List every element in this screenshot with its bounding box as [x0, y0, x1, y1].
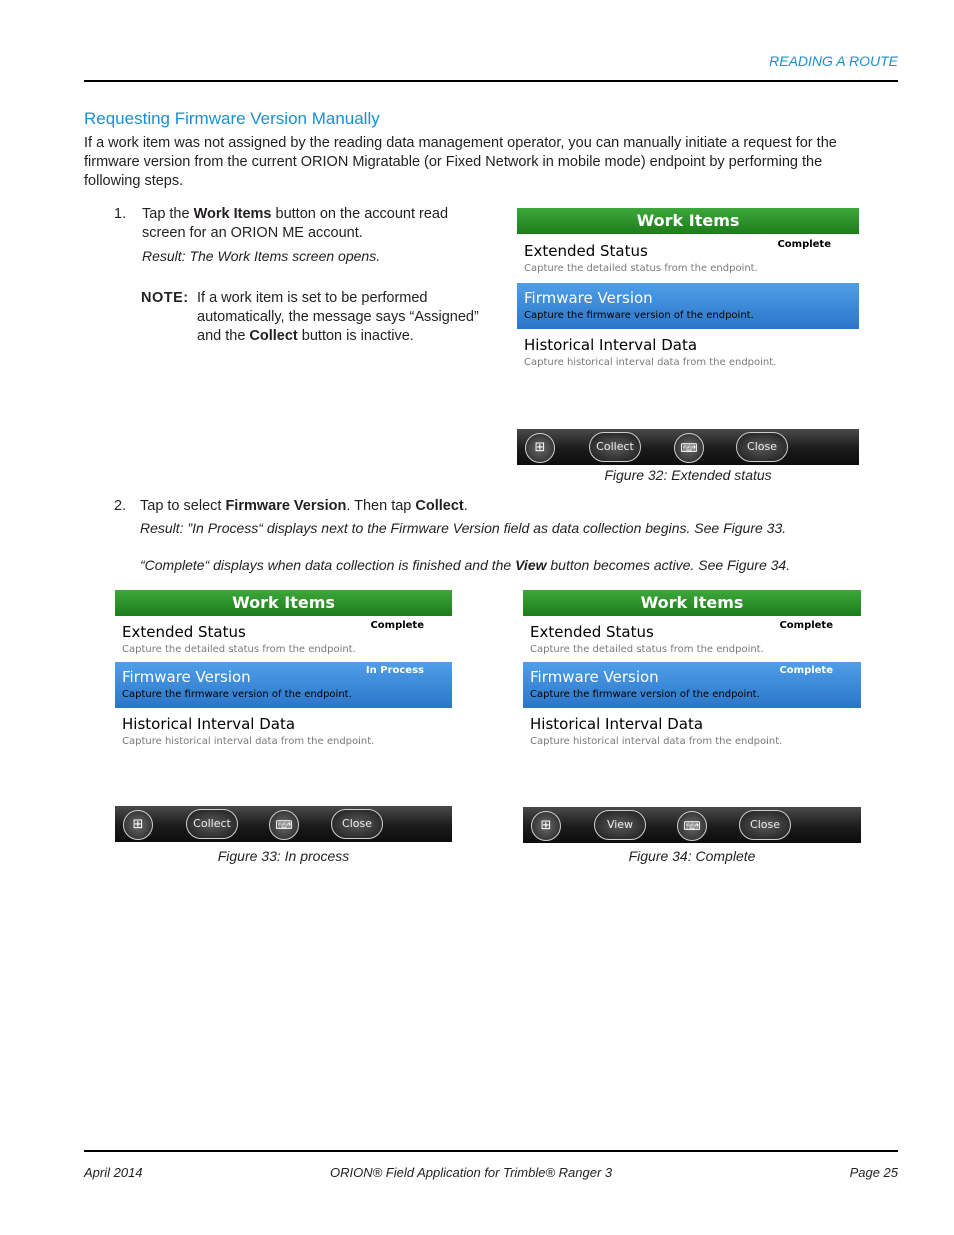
figure-32-screen [517, 208, 859, 465]
keyboard-icon[interactable]: ⌨ [677, 811, 707, 841]
footer-page: Page 25 [849, 1165, 898, 1180]
historical-interval-item[interactable]: Historical Interval Data Capture historical interval data from the endpoint. [524, 336, 777, 368]
work-items-title: Work Items [523, 590, 861, 616]
header-rule [84, 80, 898, 82]
note-text: If a work item is set to be performed automatically, the message says “Assigned” and the Collect button is inactive. [197, 290, 479, 344]
figure-34-screen [523, 590, 861, 843]
figure-34-caption: Figure 34: Complete [628, 848, 756, 864]
keyboard-icon[interactable]: ⌨ [269, 810, 299, 840]
close-button[interactable]: Close [736, 432, 788, 462]
intro-paragraph: If a work item was not assigned by the reading data management operator, you can manually initiate a request for the firmware version from the current ORION Migratable (or Fixed Network in mobile mode) endpoint by performing the following steps. [84, 135, 837, 189]
status-badge: In Process [365, 665, 424, 676]
status-badge: Complete [779, 665, 833, 676]
status-badge: Complete [777, 239, 831, 250]
historical-interval-item[interactable]: Historical Interval Data Capture historical interval data from the endpoint. [530, 715, 783, 747]
firmware-version-item[interactable]: Firmware Version Capture the firmware version of the endpoint. Complete [523, 662, 861, 708]
step-number: 1. [114, 206, 127, 222]
close-button[interactable]: Close [739, 810, 791, 840]
footer-date: April 2014 [84, 1165, 143, 1180]
historical-interval-item[interactable]: Historical Interval Data Capture historical interval data from the endpoint. [122, 715, 375, 747]
footer-title: ORION® Field Application for Trimble® Ranger 3 [330, 1165, 613, 1180]
step-text: Tap the Work Items button on the account read screen for an ORION ME account. [142, 206, 449, 241]
taskbar [115, 806, 452, 842]
footer-rule [84, 1150, 898, 1152]
keyboard-icon[interactable]: ⌨ [674, 433, 704, 463]
figure-33-caption: Figure 33: In process [217, 848, 350, 864]
start-icon[interactable]: ⊞ [531, 811, 561, 841]
close-button[interactable]: Close [331, 809, 383, 839]
extended-status-item[interactable]: Extended Status Capture the detailed status from the endpoint. Complete [122, 620, 424, 655]
section-label: READING A ROUTE [769, 53, 898, 69]
status-badge: Complete [370, 620, 424, 631]
figure-32-caption: Figure 32: Extended status [604, 467, 772, 483]
extended-status-item[interactable]: Extended Status Capture the detailed status from the endpoint. Complete [524, 239, 831, 274]
work-items-title: Work Items [115, 590, 452, 616]
step-text: Tap to select Firmware Version. Then tap Collect. [140, 498, 468, 514]
status-badge: Complete [779, 620, 833, 631]
start-icon[interactable]: ⊞ [123, 810, 153, 840]
firmware-version-item[interactable]: Firmware Version Capture the firmware version of the endpoint. In Process [115, 662, 452, 708]
work-items-title: Work Items [517, 208, 859, 234]
section-heading: Requesting Firmware Version Manually [84, 109, 380, 128]
view-button[interactable]: View [594, 810, 646, 840]
step-number: 2. [114, 498, 127, 514]
extended-status-item[interactable]: Extended Status Capture the detailed status from the endpoint. Complete [530, 620, 833, 655]
taskbar [523, 807, 861, 843]
firmware-version-item[interactable]: Firmware Version Capture the firmware version of the endpoint. [517, 283, 859, 329]
figure-33-screen [115, 590, 452, 842]
taskbar [517, 429, 859, 465]
collect-button[interactable]: Collect [589, 432, 641, 462]
start-icon[interactable]: ⊞ [525, 433, 555, 463]
collect-button[interactable]: Collect [186, 809, 238, 839]
note-label: NOTE: [141, 290, 189, 306]
step-2-result: Result: ”In Process“ displays next to the Firmware Version field as data collection begins. See Figure 33. [140, 520, 787, 536]
step-result: Result: The Work Items screen opens. [142, 248, 381, 264]
step-2-result-complete: “Complete“ displays when data collection is finished and the View button becomes active. See Figure 34. [140, 557, 791, 573]
